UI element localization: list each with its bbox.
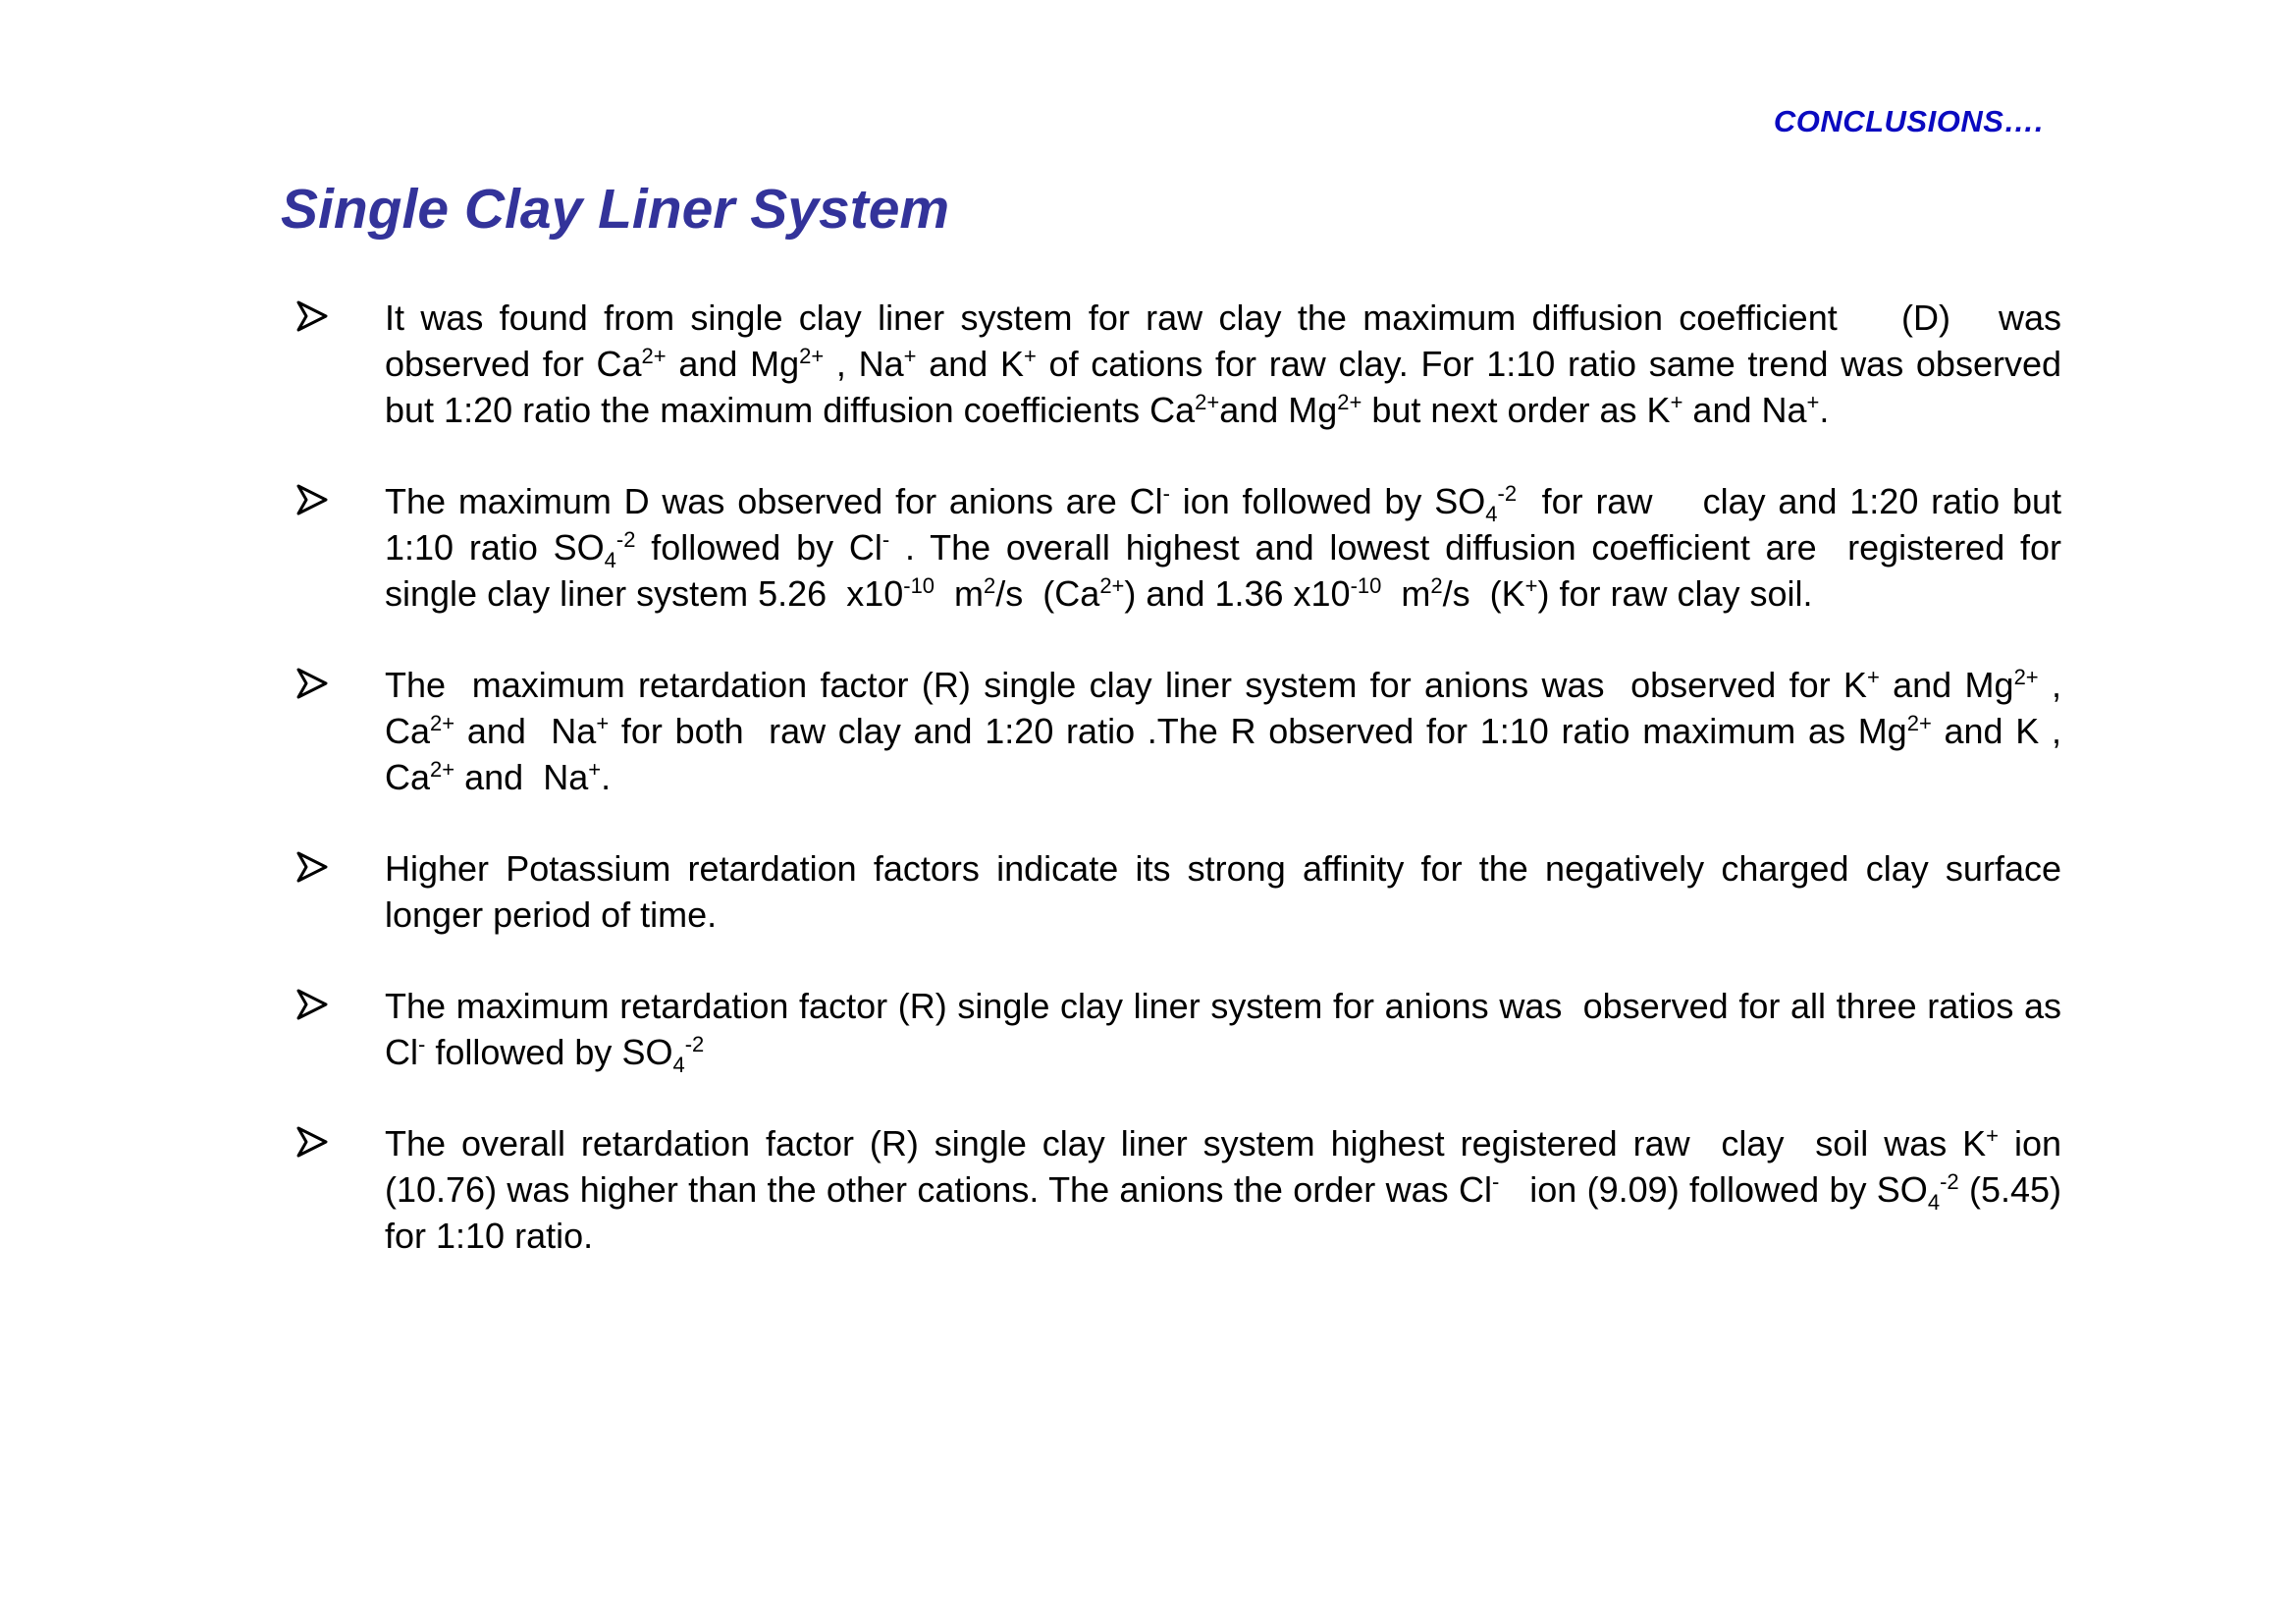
page-title: Single Clay Liner System xyxy=(281,178,950,241)
arrow-bullet-icon xyxy=(294,987,330,1022)
arrow-bullet-icon xyxy=(294,1124,330,1160)
list-item xyxy=(285,845,2061,938)
list-item-text: The maximum retardation factor (R) single clay liner system for anions was observed for all three ratios as Cl- followed by $SO_4^{-2}$ xyxy=(385,986,2061,1077)
list-item xyxy=(285,478,2061,617)
list-item xyxy=(285,1120,2061,1259)
list-item-text: The overall retardation factor (R) single clay liner system highest registered raw clay soil was K+ ion (10.76) was higher than the other cations. The anions the order was Cl- ion (9.09) followed by $SO_4^{-2}$ (5.45) for 1:10 ratio. xyxy=(385,1123,2062,1256)
list-item-text: It was found from single clay liner system for raw clay the maximum diffusion coefficient (D) was observed for $Ca^{2+}$ and $Mg^{2+}$ , Na+ and K+ of cations for raw clay. For 1:10 ratio same trend was observed but 1:20 ratio the maximum diffusion coefficients $Ca^{2+}and$ $Mg^{2+}$ but next order as K+ and Na+. xyxy=(385,298,2062,430)
section-label: CONCLUSIONS…. xyxy=(1773,104,2044,138)
list-item xyxy=(285,662,2061,800)
list-item xyxy=(285,983,2061,1075)
arrow-bullet-icon xyxy=(294,298,330,334)
list-item xyxy=(285,295,2061,433)
arrow-bullet-icon xyxy=(294,482,330,517)
bullet-list xyxy=(285,295,2061,1304)
arrow-bullet-icon xyxy=(294,849,330,885)
list-item-text: The maximum retardation factor (R) single clay liner system for anions was observed for K+ and $Mg^{2+}$ , $Ca^{2+}$ and Na+ for both raw clay and 1:20 ratio .The R observed for 1:10 ratio maximum as $Mg^{2+}$ and K , $Ca^{2+}$ and Na+. xyxy=(385,665,2062,797)
arrow-bullet-icon xyxy=(294,666,330,701)
list-item-text: The maximum D was observed for anions are Cl- ion followed by $SO_4^{-2}$ for raw clay and 1:20 ratio but 1:10 ratio $SO_4^{-2}$ followed by Cl- . The overall highest and lowest diffusion coefficient are registered for single clay liner system 5.26 $x10^{-10}$ $m^2/s$ $(Ca^{2+})$ and 1.36 $x10^{-10}$ $m^2/s$ (K+) for raw clay soil. xyxy=(385,481,2062,614)
list-item-text: Higher Potassium retardation factors indicate its strong affinity for the negatively charged clay surface longer period of time. xyxy=(385,848,2061,935)
